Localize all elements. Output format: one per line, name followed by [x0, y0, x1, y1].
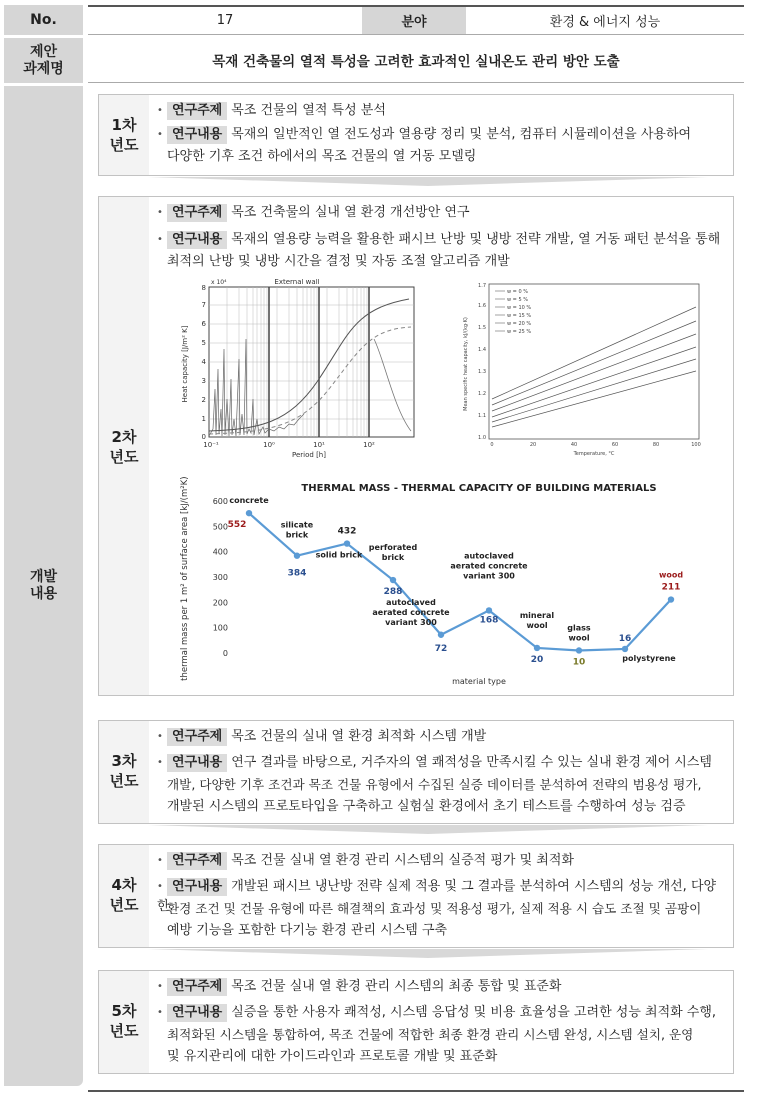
year-4-content-cont3: 예방 기능을 포함한 다기능 환경 관리 시스템 구축	[167, 923, 448, 938]
wall-xtick-0: 10⁻¹	[203, 441, 219, 449]
year-1-content	[157, 125, 727, 145]
thermal-mass-category-line: variant 300	[385, 617, 437, 627]
thermal-mass-xlabel: material type	[452, 677, 506, 686]
wall-ylabel: Heat capacity [J/m² K]	[181, 325, 189, 403]
specific-legend-1: w = 5 %	[507, 297, 528, 303]
year-3-content-l1: 연구 결과를 바탕으로, 거주자의 열 쾌적성을 만족시킬 수 있는 실내 환경 제어 시스템	[231, 755, 712, 770]
thermal-mass-svg	[179, 477, 719, 692]
specific-xtick-3: 60	[611, 442, 619, 448]
thermal-mass-category-line: concrete	[229, 496, 269, 506]
no-label: No.	[4, 5, 83, 35]
thermal-mass-value-8: 16	[618, 633, 632, 644]
year-2-card	[98, 196, 734, 696]
wall-chart-title: External wall	[274, 279, 320, 286]
bullet-icon: •	[157, 129, 163, 140]
wall-ytick-6: 6	[201, 320, 206, 328]
year-1-label	[99, 115, 149, 155]
wall-exponent: x 10⁴	[211, 279, 227, 286]
specific-ytick-6: 1.6	[478, 303, 486, 309]
year-5-content	[157, 1003, 727, 1023]
wall-ytick-1: 1	[201, 415, 206, 423]
specific-xtick-0: 0	[490, 442, 494, 448]
thermal-mass-category-7	[567, 623, 591, 642]
thermal-mass-category-line: autoclaved	[386, 597, 436, 607]
bullet-icon: •	[157, 881, 163, 892]
year-1-topic	[157, 101, 727, 121]
thermal-mass-point-9	[668, 596, 674, 602]
thermal-mass-category-line: aerated concrete	[372, 607, 450, 617]
specific-legend-0: w = 0 %	[507, 289, 528, 295]
wall-ytick-5: 5	[201, 339, 206, 347]
specific-ytick-5: 1.5	[478, 325, 486, 331]
year-3-content-cont2: 개발, 다양한 기후 조건과 목조 건물 유형에서 수집된 실증 데이터를 분석하여 전략의 범용성 평가,	[167, 777, 702, 792]
content-tag: 연구내용	[167, 231, 227, 249]
year-3-label	[99, 751, 149, 791]
specific-ytick-4: 1.4	[478, 347, 486, 353]
thermal-mass-category-8	[622, 654, 676, 663]
bullet-icon: •	[157, 731, 163, 742]
bullet-icon: •	[157, 855, 163, 866]
year-5-label	[99, 1001, 149, 1041]
thermal-mass-points	[246, 510, 674, 654]
thermal-mass-title: THERMAL MASS - THERMAL CAPACITY OF BUILDING MATERIALS	[301, 483, 657, 494]
year-3-label-line1: 3차	[111, 752, 137, 770]
specific-ytick-2: 1.2	[478, 391, 486, 397]
wall-yticks	[202, 284, 207, 441]
thermal-mass-category-0	[229, 496, 269, 505]
year-2-content-cont: 최적의 난방 및 냉방 시간을 결정 및 자동 조절 알고리즘 개발	[167, 254, 510, 269]
year-5-label-line1: 5차	[111, 1002, 137, 1020]
thermal-mass-ytick-1: 100	[212, 623, 228, 633]
thermal-mass-value-3: 288	[383, 587, 403, 598]
year-3-card	[98, 720, 734, 824]
thermal-mass-value-0: 552	[227, 520, 247, 531]
thermal-mass-chart	[179, 477, 719, 692]
field-value: 환경 & 에너지 성능	[466, 5, 744, 35]
content-tag: 연구내용	[167, 878, 227, 896]
bottom-rule	[88, 1090, 744, 1092]
specific-ytick-1: 1.1	[478, 413, 486, 419]
specific-legend-3: w = 15 %	[507, 313, 532, 319]
specific-legend-5: w = 25 %	[507, 329, 532, 335]
thermal-mass-point-8	[622, 646, 628, 652]
specific-ytick-3: 1.3	[478, 369, 486, 375]
thermal-mass-point-5	[486, 607, 492, 613]
wall-xtick-2: 10¹	[313, 441, 325, 449]
topic-tag: 연구주제	[167, 852, 227, 870]
specific-xtick-2: 40	[570, 442, 578, 448]
year-5-topic-text: 목조 건물 실내 열 환경 관리 시스템의 최종 통합 및 표준화	[231, 979, 562, 994]
thermal-mass-point-7	[576, 647, 582, 653]
thermal-mass-point-4	[438, 632, 444, 638]
thermal-mass-labels	[228, 496, 684, 667]
year-4-label-line1: 4차	[111, 876, 137, 894]
thermal-mass-category-line: glass	[567, 623, 591, 633]
specific-xtick-5: 100	[691, 442, 701, 448]
thermal-mass-category-9	[659, 571, 683, 580]
wall-ytick-7: 7	[201, 301, 206, 309]
thermal-mass-category-4	[372, 598, 450, 627]
dev-label	[4, 86, 83, 1086]
thermal-mass-ytick-2: 200	[212, 598, 228, 608]
specific-xtick-1: 20	[529, 442, 537, 448]
wall-ytick-3: 3	[201, 377, 206, 385]
specific-legend-4: w = 20 %	[507, 321, 532, 327]
year-1-topic-text: 목조 건물의 열적 특성 분석	[231, 103, 386, 118]
bullet-icon: •	[157, 234, 163, 245]
year-4-fold	[148, 949, 708, 958]
content-tag: 연구내용	[167, 754, 227, 772]
thermal-mass-value-1: 384	[287, 568, 307, 579]
specific-yticks	[478, 283, 486, 441]
year-2-label-line1: 2차	[111, 428, 137, 446]
bullet-icon: •	[157, 105, 163, 116]
proposal-title: 목재 건축물의 열적 특성을 고려한 효과적인 실내온도 관리 방안 도출	[88, 38, 744, 83]
year-5-content-cont3: 및 유지관리에 대한 가이드라인과 프로토콜 개발 및 표준화	[167, 1049, 498, 1064]
thermal-mass-ytick-5: 500	[212, 522, 228, 532]
thermal-mass-point-6	[534, 645, 540, 651]
thermal-mass-category-2	[316, 551, 363, 560]
thermal-mass-value-4: 72	[434, 643, 448, 654]
wall-xticks	[203, 441, 375, 449]
thermal-mass-ytick-6: 600	[212, 497, 228, 506]
wall-xtick-1: 10⁰	[263, 441, 275, 449]
year-2-label	[99, 427, 149, 467]
specific-xtick-4: 80	[652, 442, 660, 448]
bullet-icon: •	[157, 981, 163, 992]
thermal-mass-category-1	[281, 521, 314, 540]
year-5-content-l1: 실증을 통한 사용자 쾌적성, 시스템 응답성 및 비용 효율성을 고려한 성능 최적화 수행,	[231, 1005, 717, 1020]
thermal-mass-category-line: silicate	[280, 520, 314, 530]
specific-ylabel: Mean specific heat capacity, kJ/(kg·K)	[463, 317, 469, 411]
topic-tag: 연구주제	[167, 728, 227, 746]
year-1-content-cont: 다양한 기후 조건 하에서의 목조 건물의 열 거동 모델링	[167, 149, 477, 164]
field-label: 분야	[362, 5, 466, 35]
proposal-label-line1: 제안	[29, 43, 58, 60]
specific-heat-figure	[459, 279, 709, 459]
thermal-mass-category-line: aerated concrete	[450, 561, 528, 571]
year-2-content-l1: 목재의 열용량 능력을 활용한 패시브 난방 및 냉방 전략 개발, 열 거동 패턴 분석을 통해	[231, 232, 721, 247]
year-1-content-l1: 목재의 일반적인 열 전도성과 열용량 정리 및 분석, 컴퓨터 시뮬레이션을 사용하여	[231, 127, 692, 142]
year-4-label-line2: 년도	[109, 896, 139, 914]
specific-legend-2: w = 10 %	[507, 305, 532, 311]
specific-ytick-0: 1.0	[478, 435, 486, 441]
wall-xtick-3: 10²	[363, 441, 375, 449]
topic-tag: 연구주제	[167, 204, 227, 222]
content-column	[88, 86, 744, 1086]
year-3-content	[157, 753, 727, 773]
year-5-card	[98, 970, 734, 1074]
thermal-mass-category-line: variant 300	[463, 571, 515, 581]
year-5-topic	[157, 977, 727, 997]
topic-tag: 연구주제	[167, 102, 227, 120]
thermal-mass-category-3	[369, 543, 418, 562]
wall-heat-capacity-svg	[179, 279, 424, 459]
thermal-mass-value-9: 211	[661, 582, 681, 593]
year-3-topic-text: 목조 건물의 실내 열 환경 최적화 시스템 개발	[231, 729, 487, 744]
wall-ytick-2: 2	[201, 396, 206, 404]
wall-ytick-4: 4	[201, 358, 206, 366]
thermal-mass-category-line: wood	[658, 570, 684, 580]
year-4-label	[99, 875, 149, 915]
thermal-mass-category-line: brick	[381, 553, 405, 563]
year-2-topic	[157, 203, 727, 223]
year-4-content-l1: 개발된 패시브 냉난방 전략 실제 적용 및 그 결과를 분석하여 시스템의 성능 개선, 다양한	[157, 879, 717, 914]
year-3-topic	[157, 727, 727, 747]
specific-xticks	[490, 442, 700, 448]
thermal-mass-category-line: polystyrene	[622, 653, 676, 663]
thermal-mass-value-7: 10	[572, 657, 586, 668]
no-value: 17	[88, 5, 362, 35]
wall-heat-capacity-figure	[179, 279, 424, 459]
topic-tag: 연구주제	[167, 978, 227, 996]
thermal-mass-point-2	[344, 540, 350, 546]
thermal-mass-ylabel: thermal mass per 1 m² of surface area [kJ/(m²K)]	[180, 477, 190, 681]
year-3-label-line2: 년도	[109, 772, 139, 790]
year-2-body	[149, 197, 733, 695]
thermal-mass-ytick-0: 0	[222, 649, 228, 658]
year-1-card	[98, 94, 734, 176]
bullet-icon: •	[157, 207, 163, 218]
year-4-topic	[157, 851, 727, 871]
bullet-icon: •	[157, 1007, 163, 1018]
thermal-mass-category-line: autoclaved	[464, 551, 514, 561]
thermal-mass-ytick-4: 400	[212, 547, 228, 557]
bullet-icon: •	[157, 757, 163, 768]
year-2-topic-text: 목조 건축물의 실내 열 환경 개선방안 연구	[231, 205, 470, 220]
year-3-body	[149, 721, 733, 823]
year-1-fold	[148, 177, 708, 186]
specific-heat-svg	[459, 279, 709, 459]
year-1-label-line2: 년도	[109, 136, 139, 154]
thermal-mass-yticks	[213, 497, 228, 658]
year-4-body	[149, 845, 733, 947]
year-1-label-line1: 1차	[111, 116, 137, 134]
thermal-mass-value-5: 168	[479, 615, 499, 626]
thermal-mass-point-0	[246, 510, 252, 516]
thermal-mass-point-1	[294, 553, 300, 559]
thermal-mass-value-6: 20	[530, 654, 544, 665]
thermal-mass-category-line: solid brick	[315, 550, 363, 560]
year-3-content-cont3: 개발된 시스템의 프로토타입을 구축하고 실험실 환경에서 초기 테스트를 수행하여 성능 검증	[167, 799, 686, 814]
content-tag: 연구내용	[167, 1004, 227, 1022]
dev-label-line2: 내용	[29, 586, 58, 602]
thermal-mass-category-6	[520, 611, 555, 630]
content-tag: 연구내용	[167, 126, 227, 144]
year-1-body	[149, 95, 733, 175]
dev-label-line1: 개발	[29, 569, 58, 585]
wall-xlabel: Period [h]	[292, 451, 326, 459]
year-5-body	[149, 971, 733, 1073]
thermal-mass-category-line: wool	[568, 633, 590, 643]
year-4-card	[98, 844, 734, 948]
thermal-mass-series-line	[249, 513, 671, 650]
wall-ytick-8: 8	[201, 284, 206, 292]
year-3-fold	[148, 825, 708, 834]
thermal-mass-category-line: perforated	[368, 543, 418, 553]
thermal-mass-value-2: 432	[337, 526, 357, 537]
thermal-mass-category-line: mineral	[519, 610, 555, 620]
year-4-content-cont2: 환경 조건 및 건물 유형에 따른 해결책의 효과성 및 적용성 평가, 실제 적용 시 습도 조절 및 곰팡이	[167, 901, 702, 916]
thermal-mass-point-3	[390, 577, 396, 583]
specific-ytick-7: 1.7	[478, 283, 486, 289]
year-2-content	[157, 230, 727, 250]
year-5-label-line2: 년도	[109, 1022, 139, 1040]
wall-ytick-0: 0	[201, 433, 206, 441]
year-4-topic-text: 목조 건물 실내 열 환경 관리 시스템의 실증적 평가 및 최적화	[231, 853, 574, 868]
thermal-mass-category-line: brick	[285, 530, 309, 540]
proposal-label	[4, 38, 83, 83]
thermal-mass-ytick-3: 300	[212, 573, 228, 582]
specific-xlabel: Temperature, °C	[573, 451, 615, 457]
year-2-label-line2: 년도	[109, 448, 139, 466]
proposal-label-line2: 과제명	[23, 60, 64, 77]
year-5-content-cont2: 최적화된 시스템을 통합하여, 목조 건물에 적합한 최종 환경 관리 시스템 완성, 시스템 설치, 운영	[167, 1027, 694, 1042]
thermal-mass-category-5	[450, 551, 528, 580]
thermal-mass-category-line: wool	[526, 620, 548, 630]
